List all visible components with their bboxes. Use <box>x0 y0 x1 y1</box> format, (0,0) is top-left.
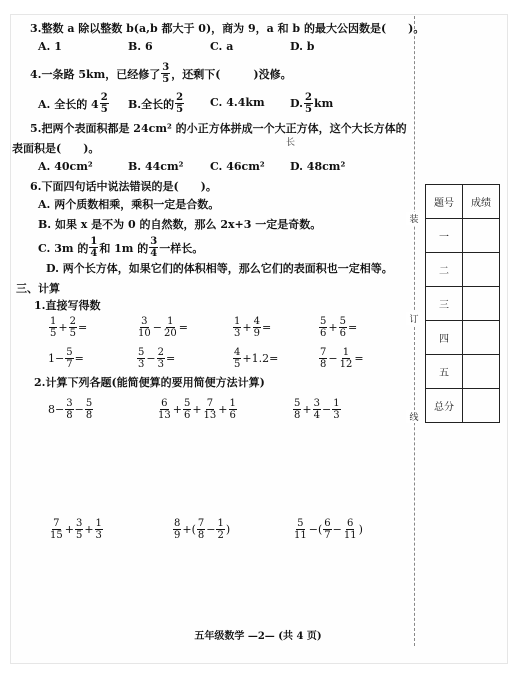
score-row <box>426 219 500 253</box>
direct-expr-5: 1− $\frac{5}{7}$ = <box>48 347 84 370</box>
direct-expr-6: $\frac{5}{3}$ − $\frac{2}{3}$ = <box>138 347 176 370</box>
direct-expr-1: $\frac{1}{5}$ + $\frac{2}{5}$ = <box>50 316 88 339</box>
q3-option-d: D. b <box>290 40 315 53</box>
score-row-label: 三 <box>426 287 463 321</box>
score-row-label: 四 <box>426 321 463 355</box>
calc-expr-6: $\frac{5}{11}$ −( $\frac{6}{7}$ − $\frac{6}{11}$ ) <box>294 518 363 541</box>
score-cell[interactable] <box>463 219 500 253</box>
direct-expr-7: $\frac{4}{5}$ +1.2= <box>234 347 279 370</box>
question-4-stem <box>30 62 292 85</box>
q6-option-c: C. 3m 的 $\frac{1}{4}$ 和 1m 的 $\frac{3}{4}$ 一样长。 <box>38 236 204 259</box>
q4-option-c: C. 4.4km <box>210 96 265 109</box>
score-row <box>426 321 500 355</box>
q5-option-c: C. 46cm² <box>210 160 265 173</box>
calc-expr-5: $\frac{8}{9}$ +( $\frac{7}{8}$ − $\frac{1}{2}$ ) <box>174 518 231 541</box>
q6-option-b: B. 如果 x 是不为 0 的自然数，那么 2x+3 一定是奇数。 <box>38 218 322 231</box>
score-cell[interactable] <box>463 321 500 355</box>
calc-expr-3: $\frac{5}{8}$ + $\frac{3}{4}$ − $\frac{1}{3}$ <box>294 398 340 421</box>
calc-expr-4: $\frac{7}{15}$ + $\frac{3}{5}$ + $\frac{1}{3}$ <box>50 518 102 541</box>
question-3-stem: 3.整数 a 除以整数 b(a,b 都大于 0)，商为 9，a 和 b 的最大公因数是( )。 <box>30 22 425 35</box>
q5-option-a: A. 40cm² <box>38 160 93 173</box>
q6-option-a: A. 两个质数相乘，乘积一定是合数。 <box>38 198 220 211</box>
calc-expr-2: $\frac{6}{13}$ + $\frac{5}{6}$ + $\frac{7}{13}$ + $\frac{1}{6}$ <box>158 398 236 421</box>
score-cell[interactable] <box>463 253 500 287</box>
score-row-label: 二 <box>426 253 463 287</box>
q4-fraction: $\frac{3}{5}$ <box>162 62 170 85</box>
question-5-line2: 表面积是( )。 <box>12 142 100 155</box>
score-header-question: 题号 <box>426 185 463 219</box>
subsection-1-title: 1.直接写得数 <box>34 299 101 312</box>
score-cell[interactable] <box>463 389 500 423</box>
binding-dashed-line <box>414 16 415 646</box>
score-row <box>426 287 500 321</box>
q3-option-b: B. 6 <box>128 40 153 53</box>
direct-expr-4: $\frac{5}{6}$ + $\frac{5}{6}$ = <box>320 316 358 339</box>
score-header-grade: 成绩 <box>463 185 500 219</box>
subsection-2-title: 2.计算下列各题(能简便算的要用简便方法计算) <box>34 376 265 389</box>
question-6-stem: 6.下面四句话中说法错误的是( )。 <box>30 180 217 193</box>
q4-option-b: B.全长的 $\frac{2}{5}$ <box>128 92 184 115</box>
binding-label-3: 线 <box>406 410 422 423</box>
score-row <box>426 355 500 389</box>
score-header-row <box>426 185 500 219</box>
binding-label-2: 订 <box>406 312 422 325</box>
score-cell[interactable] <box>463 287 500 321</box>
calc-expr-1: 8− $\frac{3}{8}$ − $\frac{5}{8}$ <box>48 398 93 421</box>
binding-label-1: 装 <box>406 212 422 225</box>
score-row-label: 五 <box>426 355 463 389</box>
section-3-title: 三、计算 <box>16 282 60 295</box>
score-row-label: 一 <box>426 219 463 253</box>
q3-option-c: C. a <box>210 40 234 53</box>
q4-option-d: D. $\frac{2}{5}$ km <box>290 92 334 115</box>
question-5-line1: 5.把两个表面积都是 24cm² 的小正方体拼成一个大正方体，这个大长方体的 <box>30 122 407 135</box>
page-footer: 五年级数学 —2— (共 4 页) <box>194 631 322 642</box>
direct-expr-2: $\frac{3}{10}$ − $\frac{1}{20}$ = <box>138 316 188 339</box>
handwritten-correction: 长 <box>286 138 296 148</box>
q3-option-a: A. 1 <box>38 40 62 53</box>
q5-option-b: B. 44cm² <box>128 160 184 173</box>
direct-expr-8: $\frac{7}{8}$ − $\frac{1}{12}$ = <box>320 347 364 370</box>
q4-stem-part1: 4.一条路 5km，已经修了 <box>30 67 161 81</box>
q4-stem-part2: ，还剩下( )没修。 <box>171 67 292 81</box>
q6-option-d: D. 两个长方体，如果它们的体积相等，那么它们的表面积也一定相等。 <box>46 262 393 275</box>
direct-expr-3: $\frac{1}{3}$ + $\frac{4}{9}$ = <box>234 316 272 339</box>
score-row-label: 总分 <box>426 389 463 423</box>
score-table <box>425 184 500 423</box>
q5-option-d: D. 48cm² <box>290 160 346 173</box>
q4-option-a: A. 全长的 4 $\frac{2}{5}$ <box>38 92 108 115</box>
score-row <box>426 389 500 423</box>
score-row <box>426 253 500 287</box>
score-cell[interactable] <box>463 355 500 389</box>
